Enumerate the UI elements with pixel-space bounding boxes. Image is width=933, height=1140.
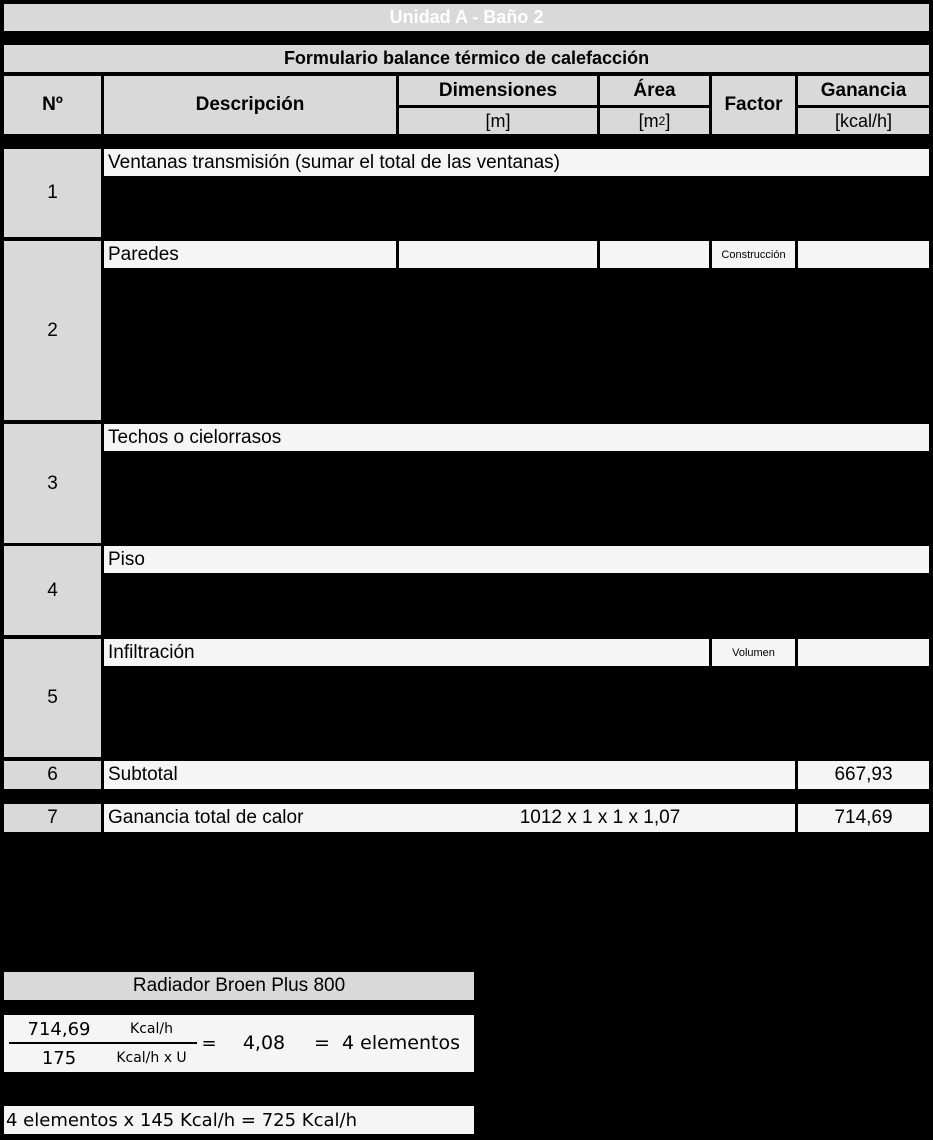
header-area-unit [600, 108, 709, 134]
row-7-label: Ganancia total de calor [104, 804, 795, 832]
row-2-area-cell [600, 241, 709, 268]
header-gain: Ganancia [798, 76, 929, 105]
row-2-gain-cell [798, 241, 929, 268]
area-unit-close: ] [665, 110, 671, 131]
row-1-number: 1 [4, 149, 101, 237]
row-6-number: 6 [4, 761, 101, 789]
row-7-number: 7 [4, 804, 101, 832]
row-4-label: Piso [104, 546, 929, 573]
radiator-summary: 4 elementos x 145 Kcal/h = 725 Kcal/h [4, 1106, 474, 1134]
header-factor: Factor [712, 76, 795, 134]
calc-numerator: 714,69 [27, 1018, 91, 1040]
row-5-gain-cell [798, 639, 929, 666]
header-dimensions-unit: [m] [399, 108, 597, 134]
radiator-calculation [4, 1015, 474, 1072]
fraction-line [9, 1042, 197, 1044]
calc-result: 4,08 [242, 1032, 286, 1054]
header-description: Descripción [104, 76, 396, 134]
row-5-factor-label: Volumen [712, 639, 795, 666]
header-dimensions: Dimensiones [399, 76, 597, 105]
row-2-dimensions-cell [399, 241, 597, 268]
total-formula: 1012 x 1 x 1 x 1,07 [519, 807, 681, 828]
calc-result-text: = 4 elementos [314, 1032, 460, 1054]
area-unit-base: [m [638, 110, 659, 131]
form-title: Formulario balance térmico de calefacción [4, 45, 929, 72]
area-unit-exponent: 2 [658, 114, 666, 128]
row-2-number: 2 [4, 241, 101, 420]
row-5-label: Infiltración [104, 639, 709, 666]
header-area: Área [600, 76, 709, 105]
row-4-number: 4 [4, 546, 101, 635]
subtotal-value: 667,93 [798, 761, 929, 789]
row-2-label: Paredes [104, 241, 396, 268]
row-2-factor-label: Construcción [712, 241, 795, 268]
row-3-label: Techos o cielorrasos [104, 424, 929, 451]
header-num: Nº [4, 76, 101, 134]
total-value: 714,69 [798, 804, 929, 832]
calc-denominator-unit: Kcal/h x U [116, 1050, 187, 1066]
calc-numerator-unit: Kcal/h [130, 1021, 173, 1037]
row-6-label: Subtotal [104, 761, 795, 789]
row-5-number: 5 [4, 639, 101, 757]
calc-denominator: 175 [41, 1047, 77, 1069]
radiator-title: Radiador Broen Plus 800 [4, 972, 474, 1000]
row-1-label: Ventanas transmisión (sumar el total de las ventanas) [104, 149, 929, 176]
calc-equals: = [201, 1032, 217, 1054]
page-title: Unidad A - Baño 2 [4, 4, 929, 31]
row-3-number: 3 [4, 424, 101, 543]
header-gain-unit: [kcal/h] [798, 108, 929, 134]
